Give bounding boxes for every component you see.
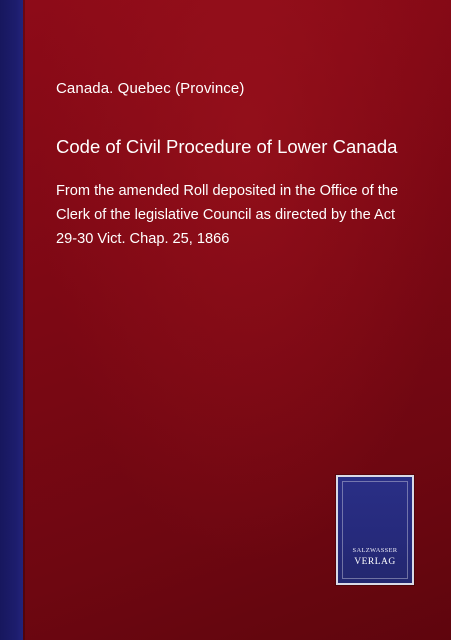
publisher-logo-line2: VERLAG [354,557,396,567]
subtitle-line: 29-30 Vict. Chap. 25, 1866 [56,231,230,247]
cover-spine [0,0,23,640]
book-subtitle [56,179,438,251]
book-title: Code of Civil Procedure of Lower Canada [56,136,398,157]
publisher-logo [336,475,414,585]
author-name: Canada. Quebec (Province) [56,80,245,97]
subtitle-line: From the amended Roll deposited in the Office of the [56,183,399,199]
subtitle-line: Clerk of the legislative Council as directed by the Act [56,207,396,223]
publisher-logo-line1: SALZWASSER [352,547,398,554]
spine-edge [23,0,25,640]
